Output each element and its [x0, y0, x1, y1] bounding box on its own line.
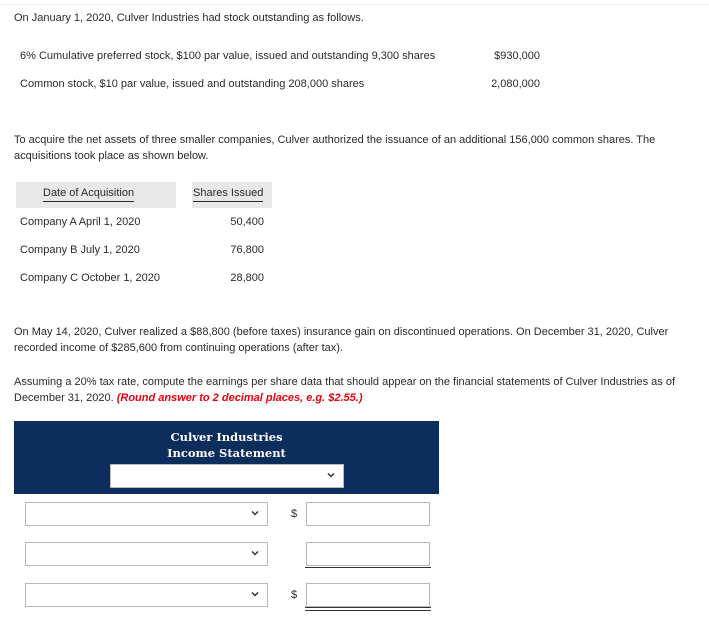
company-name: Culver Industries: [170, 430, 283, 444]
header-date-cell: [16, 182, 176, 208]
amount-input-2[interactable]: [306, 542, 430, 566]
intro-text: On January 1, 2020, Culver Industries had stock outstanding as follows.: [14, 12, 364, 24]
header-shares-issued: Shares Issued: [193, 187, 263, 202]
amount-input-3[interactable]: [306, 583, 430, 607]
assume-text: Assuming a 20% tax rate, compute the earnings per share data that should appear on the financial statements of Culver Industries as of December 31, 2020.: [14, 376, 675, 404]
chevron-down-icon: [249, 589, 261, 601]
dollar-sign: $: [291, 508, 298, 520]
chevron-down-icon: [249, 548, 261, 560]
acquire-text: To acquire the net assets of three smaller companies, Culver authorized the issuance of an additional 156,000 common shares. The acquisitions took place as shown below.: [14, 134, 656, 162]
double-underline: [305, 607, 431, 611]
assume-text-block: [14, 374, 694, 406]
shares-cell: 28,800: [230, 272, 264, 284]
chevron-down-icon: [249, 508, 261, 520]
company-cell: Company A April 1, 2020: [20, 216, 141, 228]
common-stock-desc: Common stock, $10 par value, issued and outstanding 208,000 shares: [20, 78, 365, 90]
period-select[interactable]: [110, 464, 344, 488]
chevron-down-icon: [325, 470, 337, 482]
company-cell: Company C October 1, 2020: [20, 272, 161, 284]
line-item-select-2[interactable]: [25, 542, 268, 566]
shares-cell: 76,800: [230, 244, 264, 256]
line-item-select-3[interactable]: [25, 583, 268, 607]
preferred-stock-desc: 6% Cumulative preferred stock, $100 par value, issued and outstanding 9,300 shares: [20, 50, 436, 62]
header-date-of-acquisition: Date of Acquisition: [43, 187, 134, 202]
single-underline: [305, 567, 431, 568]
company-cell: Company B July 1, 2020: [20, 244, 140, 256]
common-stock-amount: 2,080,000: [491, 78, 540, 90]
rounding-instruction: (Round answer to 2 decimal places, e.g. $2.55.): [116, 392, 363, 404]
amount-input-1[interactable]: [306, 502, 430, 526]
dollar-sign: $: [291, 589, 298, 601]
income-statement-header: [14, 421, 439, 494]
preferred-stock-amount: $930,000: [494, 50, 540, 62]
statement-title: Income Statement: [167, 446, 286, 460]
shares-cell: 50,400: [230, 216, 264, 228]
may-text: On May 14, 2020, Culver realized a $88,800 (before taxes) insurance gain on discontinued operations. On December 31, 2020, Culver recorded income of $285,600 from continuing operations (after tax).: [14, 326, 669, 354]
line-item-select-1[interactable]: [25, 502, 268, 526]
top-divider: [0, 4, 709, 5]
header-shares-cell: [192, 182, 272, 208]
